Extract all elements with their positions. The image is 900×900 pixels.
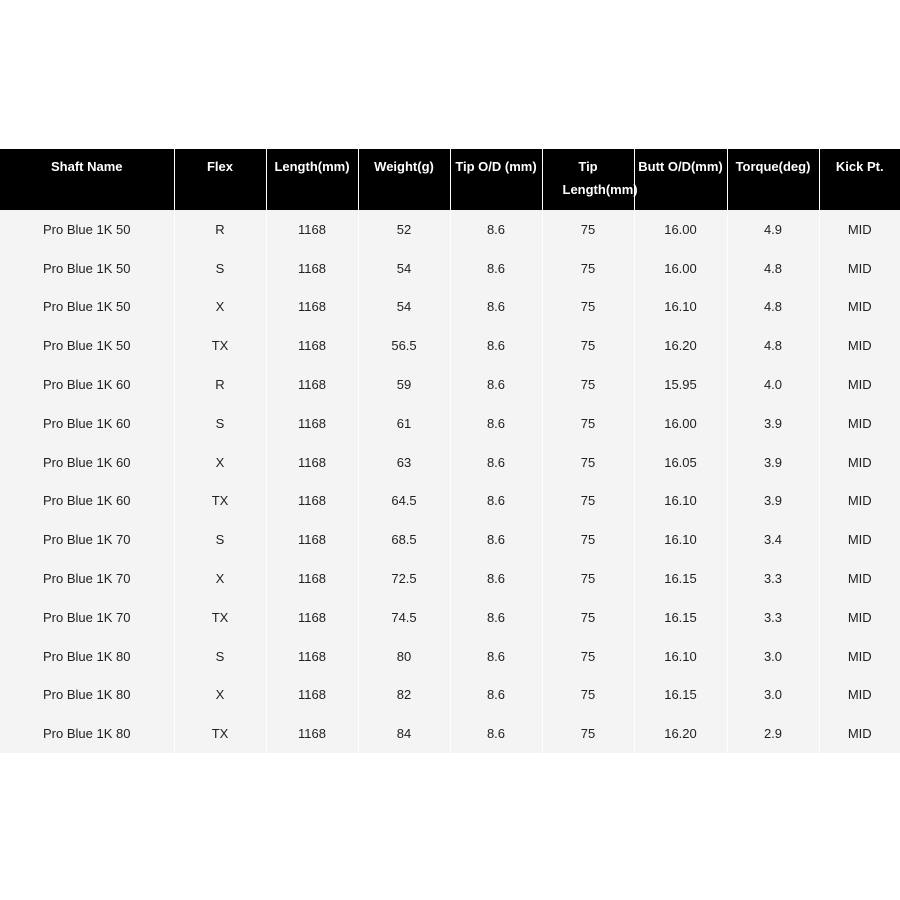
- cell-tip-length: 75: [542, 482, 634, 521]
- cell-torque: 4.8: [727, 249, 819, 288]
- cell-tip-od: 8.6: [450, 714, 542, 753]
- column-header-shaft-name: Shaft Name: [0, 149, 174, 210]
- table-row: [0, 404, 900, 443]
- cell-kick-point: MID: [819, 637, 900, 676]
- cell-shaft-name: Pro Blue 1K 50: [0, 249, 174, 288]
- cell-shaft-name: Pro Blue 1K 50: [0, 210, 174, 249]
- cell-torque: 3.9: [727, 404, 819, 443]
- cell-kick-point: MID: [819, 598, 900, 637]
- cell-tip-length: 75: [542, 365, 634, 404]
- cell-torque: 3.0: [727, 637, 819, 676]
- cell-tip-od: 8.6: [450, 443, 542, 482]
- cell-weight: 52: [358, 210, 450, 249]
- cell-tip-od: 8.6: [450, 637, 542, 676]
- cell-tip-length: 75: [542, 288, 634, 327]
- table-row: [0, 443, 900, 482]
- cell-tip-od: 8.6: [450, 326, 542, 365]
- cell-length: 1168: [266, 482, 358, 521]
- cell-shaft-name: Pro Blue 1K 60: [0, 404, 174, 443]
- cell-length: 1168: [266, 598, 358, 637]
- cell-weight: 59: [358, 365, 450, 404]
- table-row: [0, 520, 900, 559]
- cell-butt-od: 16.15: [634, 598, 727, 637]
- cell-butt-od: 16.20: [634, 714, 727, 753]
- cell-weight: 56.5: [358, 326, 450, 365]
- cell-tip-od: 8.6: [450, 404, 542, 443]
- cell-length: 1168: [266, 326, 358, 365]
- cell-butt-od: 16.10: [634, 637, 727, 676]
- cell-butt-od: 16.00: [634, 210, 727, 249]
- cell-tip-od: 8.6: [450, 598, 542, 637]
- cell-butt-od: 16.15: [634, 559, 727, 598]
- cell-tip-length: 75: [542, 249, 634, 288]
- cell-shaft-name: Pro Blue 1K 60: [0, 482, 174, 521]
- cell-tip-length: 75: [542, 443, 634, 482]
- cell-tip-length: 75: [542, 520, 634, 559]
- table-row: [0, 365, 900, 404]
- table-row: [0, 637, 900, 676]
- table-row: [0, 714, 900, 753]
- cell-weight: 74.5: [358, 598, 450, 637]
- cell-kick-point: MID: [819, 443, 900, 482]
- cell-flex: R: [174, 210, 266, 249]
- table-row: [0, 249, 900, 288]
- cell-tip-od: 8.6: [450, 676, 542, 715]
- cell-flex: S: [174, 520, 266, 559]
- column-header-length: Length(mm): [266, 149, 358, 210]
- cell-flex: TX: [174, 598, 266, 637]
- cell-weight: 64.5: [358, 482, 450, 521]
- cell-torque: 3.3: [727, 598, 819, 637]
- cell-length: 1168: [266, 520, 358, 559]
- cell-kick-point: MID: [819, 520, 900, 559]
- cell-butt-od: 16.00: [634, 404, 727, 443]
- cell-tip-od: 8.6: [450, 365, 542, 404]
- cell-shaft-name: Pro Blue 1K 60: [0, 365, 174, 404]
- cell-kick-point: MID: [819, 210, 900, 249]
- cell-length: 1168: [266, 365, 358, 404]
- cell-length: 1168: [266, 288, 358, 327]
- cell-torque: 4.8: [727, 326, 819, 365]
- cell-butt-od: 16.00: [634, 249, 727, 288]
- cell-shaft-name: Pro Blue 1K 70: [0, 598, 174, 637]
- cell-butt-od: 16.20: [634, 326, 727, 365]
- cell-kick-point: MID: [819, 482, 900, 521]
- cell-kick-point: MID: [819, 404, 900, 443]
- cell-shaft-name: Pro Blue 1K 50: [0, 326, 174, 365]
- cell-tip-length: 75: [542, 210, 634, 249]
- cell-weight: 82: [358, 676, 450, 715]
- cell-torque: 3.3: [727, 559, 819, 598]
- cell-length: 1168: [266, 714, 358, 753]
- cell-flex: R: [174, 365, 266, 404]
- cell-weight: 72.5: [358, 559, 450, 598]
- cell-kick-point: MID: [819, 676, 900, 715]
- cell-flex: S: [174, 637, 266, 676]
- cell-butt-od: 16.15: [634, 676, 727, 715]
- cell-tip-length: 75: [542, 326, 634, 365]
- cell-kick-point: MID: [819, 714, 900, 753]
- table-row: [0, 676, 900, 715]
- cell-shaft-name: Pro Blue 1K 70: [0, 520, 174, 559]
- cell-torque: 3.0: [727, 676, 819, 715]
- column-header-tip-od: Tip O/D (mm): [450, 149, 542, 210]
- cell-length: 1168: [266, 637, 358, 676]
- cell-weight: 54: [358, 249, 450, 288]
- table-row: [0, 288, 900, 327]
- table-row: [0, 559, 900, 598]
- shaft-spec-table: [0, 149, 900, 753]
- cell-butt-od: 16.10: [634, 288, 727, 327]
- cell-weight: 84: [358, 714, 450, 753]
- cell-shaft-name: Pro Blue 1K 80: [0, 676, 174, 715]
- cell-butt-od: 16.10: [634, 520, 727, 559]
- table-row: [0, 326, 900, 365]
- cell-torque: 4.0: [727, 365, 819, 404]
- column-header-butt-od: Butt O/D(mm): [634, 149, 727, 210]
- cell-length: 1168: [266, 404, 358, 443]
- cell-tip-length: 75: [542, 559, 634, 598]
- table-header: [0, 149, 900, 210]
- column-header-kick-point: Kick Pt.: [819, 149, 900, 210]
- cell-torque: 4.9: [727, 210, 819, 249]
- cell-torque: 2.9: [727, 714, 819, 753]
- cell-weight: 80: [358, 637, 450, 676]
- cell-kick-point: MID: [819, 326, 900, 365]
- cell-length: 1168: [266, 676, 358, 715]
- cell-weight: 68.5: [358, 520, 450, 559]
- cell-length: 1168: [266, 210, 358, 249]
- cell-butt-od: 16.10: [634, 482, 727, 521]
- cell-shaft-name: Pro Blue 1K 50: [0, 288, 174, 327]
- cell-shaft-name: Pro Blue 1K 80: [0, 637, 174, 676]
- cell-flex: TX: [174, 326, 266, 365]
- header-row: [0, 149, 900, 210]
- cell-weight: 54: [358, 288, 450, 327]
- cell-flex: X: [174, 676, 266, 715]
- cell-kick-point: MID: [819, 559, 900, 598]
- column-header-weight: Weight(g): [358, 149, 450, 210]
- cell-flex: TX: [174, 482, 266, 521]
- cell-flex: S: [174, 249, 266, 288]
- cell-tip-od: 8.6: [450, 482, 542, 521]
- table-body: [0, 210, 900, 753]
- cell-tip-od: 8.6: [450, 288, 542, 327]
- cell-torque: 4.8: [727, 288, 819, 327]
- cell-tip-od: 8.6: [450, 520, 542, 559]
- cell-flex: TX: [174, 714, 266, 753]
- cell-shaft-name: Pro Blue 1K 70: [0, 559, 174, 598]
- cell-tip-od: 8.6: [450, 249, 542, 288]
- cell-length: 1168: [266, 559, 358, 598]
- column-header-torque: Torque(deg): [727, 149, 819, 210]
- cell-flex: X: [174, 443, 266, 482]
- column-header-flex: Flex: [174, 149, 266, 210]
- cell-torque: 3.4: [727, 520, 819, 559]
- cell-tip-length: 75: [542, 637, 634, 676]
- cell-length: 1168: [266, 443, 358, 482]
- cell-tip-od: 8.6: [450, 559, 542, 598]
- cell-kick-point: MID: [819, 249, 900, 288]
- cell-flex: X: [174, 559, 266, 598]
- cell-kick-point: MID: [819, 288, 900, 327]
- cell-kick-point: MID: [819, 365, 900, 404]
- cell-length: 1168: [266, 249, 358, 288]
- cell-torque: 3.9: [727, 482, 819, 521]
- table-row: [0, 482, 900, 521]
- cell-weight: 61: [358, 404, 450, 443]
- cell-torque: 3.9: [727, 443, 819, 482]
- cell-tip-od: 8.6: [450, 210, 542, 249]
- column-header-tip-length: Tip Length(mm): [542, 149, 634, 210]
- cell-tip-length: 75: [542, 714, 634, 753]
- cell-butt-od: 16.05: [634, 443, 727, 482]
- cell-flex: S: [174, 404, 266, 443]
- table-row: [0, 598, 900, 637]
- cell-tip-length: 75: [542, 598, 634, 637]
- cell-tip-length: 75: [542, 676, 634, 715]
- cell-shaft-name: Pro Blue 1K 80: [0, 714, 174, 753]
- cell-butt-od: 15.95: [634, 365, 727, 404]
- cell-flex: X: [174, 288, 266, 327]
- table-row: [0, 210, 900, 249]
- cell-tip-length: 75: [542, 404, 634, 443]
- cell-weight: 63: [358, 443, 450, 482]
- cell-shaft-name: Pro Blue 1K 60: [0, 443, 174, 482]
